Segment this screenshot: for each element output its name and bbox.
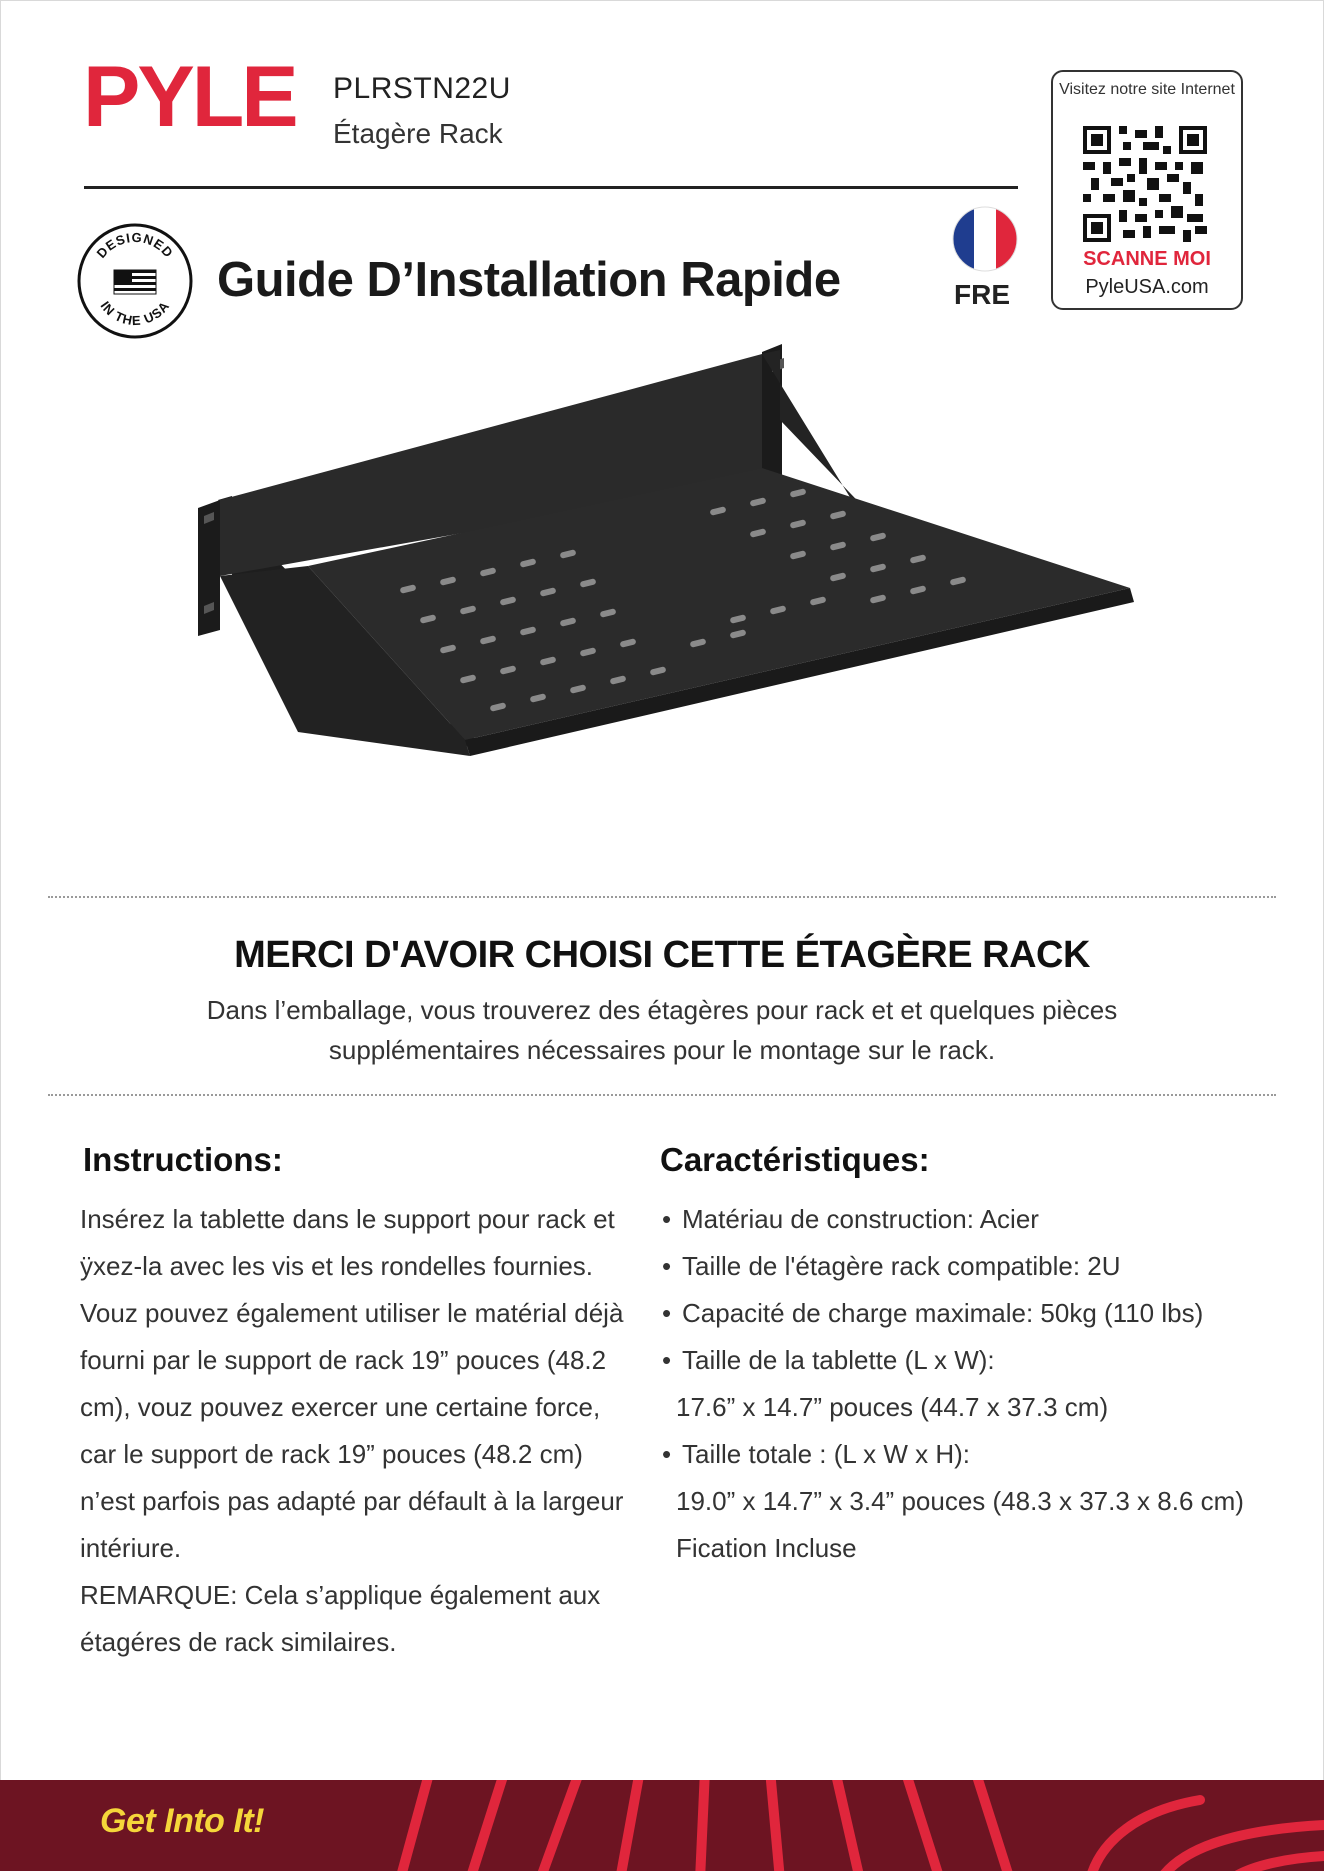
section-divider: [48, 896, 1276, 898]
qr-panel[interactable]: [1051, 70, 1243, 310]
qr-caption: Visitez notre site Internet: [1059, 81, 1235, 98]
instructions-note: REMARQUE: Cela s’applique également aux étagéres de rack similaires.: [80, 1580, 601, 1657]
spec-item: • Taille de la tablette (L x W):: [662, 1345, 995, 1375]
scan-me-label: SCANNE MOI: [1083, 248, 1211, 270]
logo-text: PYLE: [83, 56, 296, 142]
france-flag-icon: [952, 206, 1018, 272]
designed-in-usa-badge: [76, 222, 194, 340]
guide-title: Guide D’Installation Rapide: [217, 253, 841, 307]
website-link[interactable]: PyleUSA.com: [1085, 276, 1209, 298]
spec-item: • Capacité de charge maximale: 50kg (110 lbs): [662, 1298, 1204, 1328]
spec-item: • Taille de l'étagère rack compatible: 2U: [662, 1251, 1121, 1281]
specs-heading: Caractéristiques:: [660, 1141, 930, 1178]
instructions-text: [80, 1196, 640, 1666]
rack-shelf-image: [190, 340, 1150, 860]
badge-text-top: DESIGNED: [93, 229, 177, 261]
instructions-body: Insérez la tablette dans le support pour rack et ÿxez-la avec les vis et les rondelles fournies. Vouz pouvez également utiliser le matérial déjà fourni par le support de rack 19” pouces (48.2 cm), vouz pouvez exercer une certaine force, car le support de rack 19” pouces (48.2 cm) n’est parfois pas adapté par défault à la largeur intériure.: [80, 1204, 624, 1563]
thanks-text: Dans l’emballage, vous trouverez des étagères pour rack et et quelques pièces supplémentaires nécessaires pour le montage sur le rack.: [206, 995, 1118, 1065]
spec-item-detail: 19.0” x 14.7” x 3.4” pouces (48.3 x 37.3 x 8.6 cm): [676, 1486, 1244, 1516]
us-flag-icon: [114, 270, 156, 294]
header-divider: [84, 186, 1018, 189]
spec-item-detail: 17.6” x 14.7” pouces (44.7 x 37.3 cm): [676, 1392, 1109, 1422]
model-number: PLRSTN22U: [333, 72, 511, 105]
slogan: Get Into It!: [100, 1802, 264, 1840]
spec-item-detail: Fication Incluse: [676, 1533, 857, 1563]
section-divider: [48, 1094, 1276, 1096]
footer-band: [0, 1780, 1324, 1871]
thanks-heading: MERCI D'AVOIR CHOISI CETTE ÉTAGÈRE RACK: [234, 934, 1090, 976]
spec-item: • Matériau de construction: Acier: [662, 1204, 1039, 1234]
qr-code-icon[interactable]: [1083, 126, 1207, 242]
pyle-logo: [83, 56, 303, 142]
specs-list: [662, 1196, 1302, 1572]
badge-text-bottom: IN THE USA: [97, 298, 173, 329]
product-name: Étagère Rack: [333, 118, 503, 149]
spec-item: • Taille totale : (L x W x H):: [662, 1439, 970, 1469]
language-code: FRE: [954, 279, 1010, 310]
instructions-heading: Instructions:: [83, 1141, 283, 1178]
